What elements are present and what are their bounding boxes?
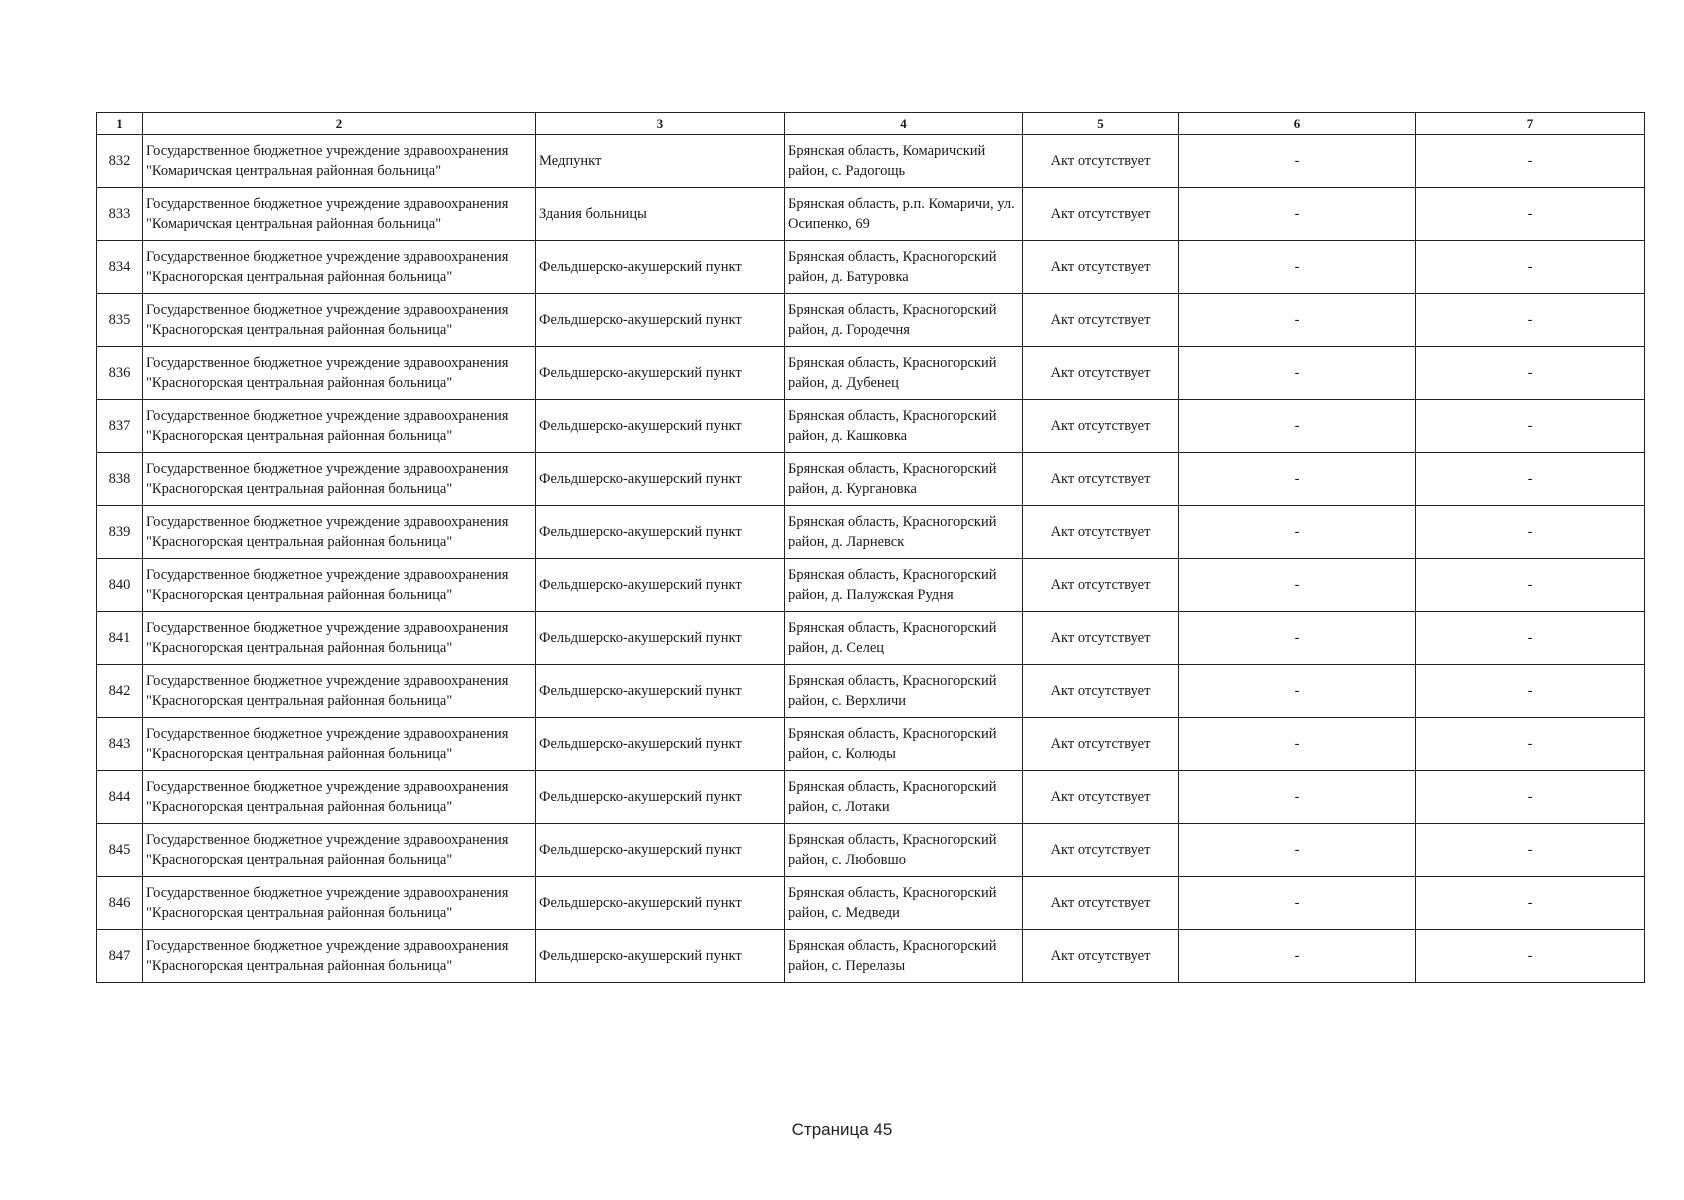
organization-name: Государственное бюджетное учреждение здравоохранения "Красногорская центральная районная больница" [143,718,536,771]
column-7-value: - [1416,347,1645,400]
object-name: Медпункт [536,135,785,188]
object-name: Фельдшерско-акушерский пункт [536,347,785,400]
table-body [97,135,1645,983]
object-name: Фельдшерско-акушерский пункт [536,612,785,665]
object-address: Брянская область, Красногорский район, с. Медведи [785,877,1023,930]
object-address: Брянская область, Красногорский район, д. Кашковка [785,400,1023,453]
column-7-value: - [1416,453,1645,506]
column-7-value: - [1416,294,1645,347]
object-address: Брянская область, р.п. Комаричи, ул. Осипенко, 69 [785,188,1023,241]
act-status: Акт отсутствует [1023,188,1179,241]
column-header: 7 [1416,113,1645,135]
object-address: Брянская область, Красногорский район, с. Перелазы [785,930,1023,983]
column-header: 2 [143,113,536,135]
row-number: 838 [97,453,143,506]
column-6-value: - [1179,506,1416,559]
object-address: Брянская область, Комаричский район, с. Радогощь [785,135,1023,188]
object-address: Брянская область, Красногорский район, д. Ларневск [785,506,1023,559]
column-7-value: - [1416,506,1645,559]
table-row [97,347,1645,400]
act-status: Акт отсутствует [1023,400,1179,453]
act-status: Акт отсутствует [1023,453,1179,506]
organization-name: Государственное бюджетное учреждение здравоохранения "Комаричская центральная районная больница" [143,135,536,188]
column-7-value: - [1416,559,1645,612]
act-status: Акт отсутствует [1023,665,1179,718]
table-row [97,135,1645,188]
page-number: Страница 45 [791,1120,893,1139]
row-number: 834 [97,241,143,294]
column-7-value: - [1416,824,1645,877]
organization-name: Государственное бюджетное учреждение здравоохранения "Красногорская центральная районная больница" [143,612,536,665]
column-7-value: - [1416,135,1645,188]
object-address: Брянская область, Красногорский район, д. Кургановка [785,453,1023,506]
column-6-value: - [1179,453,1416,506]
object-name: Фельдшерско-акушерский пункт [536,241,785,294]
column-header: 4 [785,113,1023,135]
organization-name: Государственное бюджетное учреждение здравоохранения "Красногорская центральная районная больница" [143,559,536,612]
object-name: Фельдшерско-акушерский пункт [536,294,785,347]
object-name: Фельдшерско-акушерский пункт [536,400,785,453]
object-name: Фельдшерско-акушерский пункт [536,930,785,983]
organization-name: Государственное бюджетное учреждение здравоохранения "Красногорская центральная районная больница" [143,506,536,559]
column-header: 6 [1179,113,1416,135]
column-6-value: - [1179,665,1416,718]
table-row [97,188,1645,241]
document-sheet [96,112,1644,983]
organization-name: Государственное бюджетное учреждение здравоохранения "Красногорская центральная районная больница" [143,771,536,824]
row-number: 833 [97,188,143,241]
organization-name: Государственное бюджетное учреждение здравоохранения "Красногорская центральная районная больница" [143,294,536,347]
row-number: 835 [97,294,143,347]
column-7-value: - [1416,877,1645,930]
column-7-value: - [1416,718,1645,771]
row-number: 844 [97,771,143,824]
column-6-value: - [1179,930,1416,983]
table-row [97,241,1645,294]
object-address: Брянская область, Красногорский район, д. Дубенец [785,347,1023,400]
row-number: 843 [97,718,143,771]
table-row [97,665,1645,718]
column-7-value: - [1416,241,1645,294]
table-row [97,559,1645,612]
table-row [97,294,1645,347]
row-number: 836 [97,347,143,400]
row-number: 845 [97,824,143,877]
act-status: Акт отсутствует [1023,506,1179,559]
act-status: Акт отсутствует [1023,612,1179,665]
row-number: 847 [97,930,143,983]
act-status: Акт отсутствует [1023,824,1179,877]
table-row [97,400,1645,453]
column-6-value: - [1179,294,1416,347]
act-status: Акт отсутствует [1023,771,1179,824]
table-row [97,877,1645,930]
header-row [97,113,1645,135]
table-row [97,506,1645,559]
column-6-value: - [1179,824,1416,877]
object-address: Брянская область, Красногорский район, д. Городечня [785,294,1023,347]
table-row [97,824,1645,877]
object-address: Брянская область, Красногорский район, д. Батуровка [785,241,1023,294]
column-6-value: - [1179,559,1416,612]
column-6-value: - [1179,877,1416,930]
organization-name: Государственное бюджетное учреждение здравоохранения "Красногорская центральная районная больница" [143,241,536,294]
table-row [97,771,1645,824]
act-status: Акт отсутствует [1023,718,1179,771]
object-name: Фельдшерско-акушерский пункт [536,665,785,718]
column-6-value: - [1179,718,1416,771]
object-address: Брянская область, Красногорский район, д. Селец [785,612,1023,665]
column-header: 1 [97,113,143,135]
object-address: Брянская область, Красногорский район, д. Палужская Рудня [785,559,1023,612]
row-number: 842 [97,665,143,718]
column-6-value: - [1179,347,1416,400]
organization-name: Государственное бюджетное учреждение здравоохранения "Красногорская центральная районная больница" [143,877,536,930]
row-number: 837 [97,400,143,453]
object-name: Фельдшерско-акушерский пункт [536,718,785,771]
row-number: 841 [97,612,143,665]
registry-table [96,112,1645,983]
column-6-value: - [1179,612,1416,665]
act-status: Акт отсутствует [1023,347,1179,400]
column-6-value: - [1179,135,1416,188]
column-7-value: - [1416,400,1645,453]
row-number: 839 [97,506,143,559]
object-address: Брянская область, Красногорский район, с. Лотаки [785,771,1023,824]
column-6-value: - [1179,400,1416,453]
object-name: Фельдшерско-акушерский пункт [536,559,785,612]
act-status: Акт отсутствует [1023,241,1179,294]
table-row [97,453,1645,506]
column-7-value: - [1416,930,1645,983]
act-status: Акт отсутствует [1023,294,1179,347]
object-name: Фельдшерско-акушерский пункт [536,771,785,824]
column-7-value: - [1416,771,1645,824]
organization-name: Государственное бюджетное учреждение здравоохранения "Комаричская центральная районная больница" [143,188,536,241]
object-name: Здания больницы [536,188,785,241]
organization-name: Государственное бюджетное учреждение здравоохранения "Красногорская центральная районная больница" [143,665,536,718]
object-name: Фельдшерско-акушерский пункт [536,453,785,506]
column-header: 5 [1023,113,1179,135]
column-7-value: - [1416,665,1645,718]
row-number: 846 [97,877,143,930]
column-7-value: - [1416,188,1645,241]
act-status: Акт отсутствует [1023,930,1179,983]
column-6-value: - [1179,771,1416,824]
organization-name: Государственное бюджетное учреждение здравоохранения "Красногорская центральная районная больница" [143,453,536,506]
organization-name: Государственное бюджетное учреждение здравоохранения "Красногорская центральная районная больница" [143,824,536,877]
organization-name: Государственное бюджетное учреждение здравоохранения "Красногорская центральная районная больница" [143,930,536,983]
column-6-value: - [1179,188,1416,241]
act-status: Акт отсутствует [1023,877,1179,930]
object-address: Брянская область, Красногорский район, с. Верхличи [785,665,1023,718]
table-row [97,930,1645,983]
object-address: Брянская область, Красногорский район, с. Любовшо [785,824,1023,877]
column-header: 3 [536,113,785,135]
column-6-value: - [1179,241,1416,294]
table-row [97,612,1645,665]
object-address: Брянская область, Красногорский район, с. Колюды [785,718,1023,771]
organization-name: Государственное бюджетное учреждение здравоохранения "Красногорская центральная районная больница" [143,400,536,453]
row-number: 832 [97,135,143,188]
table-row [97,718,1645,771]
column-7-value: - [1416,612,1645,665]
act-status: Акт отсутствует [1023,135,1179,188]
object-name: Фельдшерско-акушерский пункт [536,824,785,877]
act-status: Акт отсутствует [1023,559,1179,612]
row-number: 840 [97,559,143,612]
object-name: Фельдшерско-акушерский пункт [536,877,785,930]
organization-name: Государственное бюджетное учреждение здравоохранения "Красногорская центральная районная больница" [143,347,536,400]
object-name: Фельдшерско-акушерский пункт [536,506,785,559]
